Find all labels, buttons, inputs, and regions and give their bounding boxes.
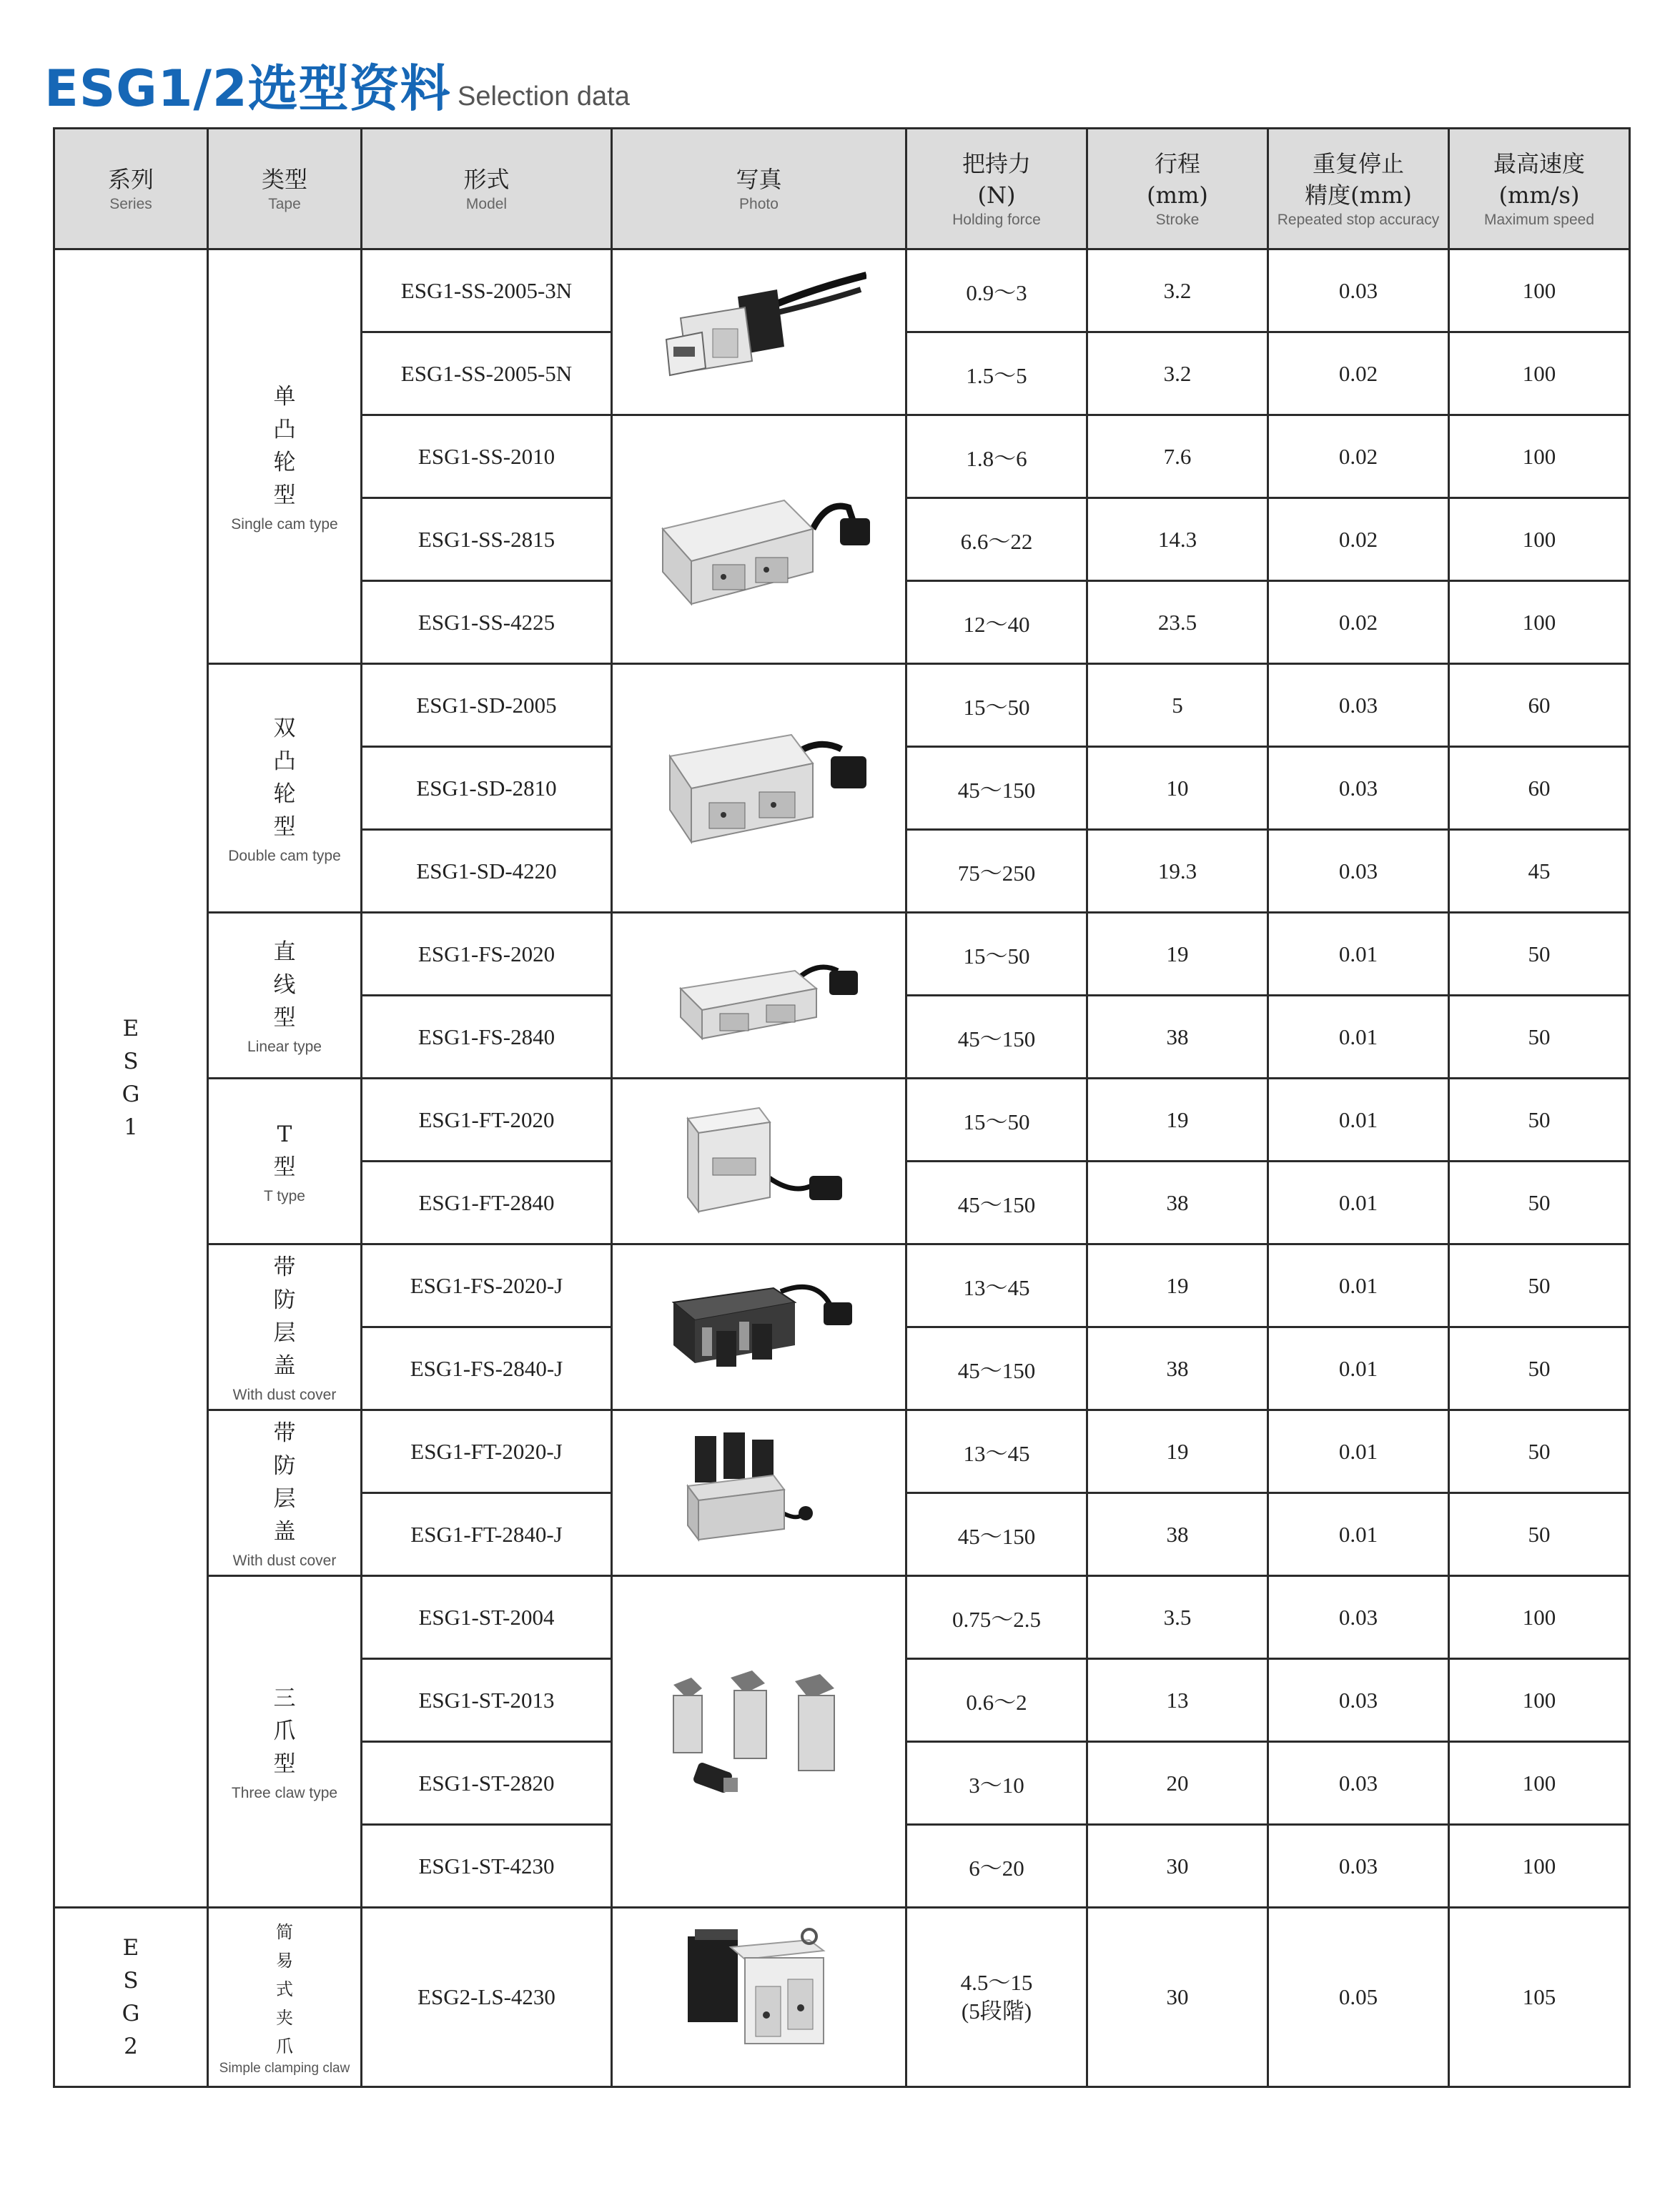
force-cell: 75～250 xyxy=(906,830,1087,913)
accuracy-cell: 0.01 xyxy=(1268,913,1449,996)
accuracy-cell: 0.03 xyxy=(1268,1742,1449,1825)
accuracy-cell: 0.01 xyxy=(1268,996,1449,1079)
product-photo xyxy=(666,1915,852,2079)
speed-cell: 100 xyxy=(1449,415,1630,498)
force-cell: 15～50 xyxy=(906,664,1087,747)
table-row xyxy=(54,1576,1630,1659)
stroke-cell: 19 xyxy=(1087,1079,1268,1162)
photo-cell xyxy=(612,913,906,1079)
speed-cell: 100 xyxy=(1449,581,1630,664)
speed-cell: 60 xyxy=(1449,747,1630,830)
photo-cell xyxy=(612,1576,906,1908)
accuracy-cell: 0.02 xyxy=(1268,415,1449,498)
stroke-cell: 38 xyxy=(1087,1162,1268,1244)
model-cell: ESG1-FT-2840 xyxy=(362,1162,612,1244)
product-photo xyxy=(652,1090,866,1233)
product-photo xyxy=(652,939,866,1053)
photo-cell xyxy=(612,1079,906,1244)
accuracy-cell: 0.01 xyxy=(1268,1327,1449,1410)
model-cell: ESG2-LS-4230 xyxy=(362,1908,612,2087)
model-cell: ESG1-FT-2840-J xyxy=(362,1493,612,1576)
force-cell: 0.6～2 xyxy=(906,1659,1087,1742)
force-cell: 13～45 xyxy=(906,1410,1087,1493)
accuracy-cell: 0.01 xyxy=(1268,1244,1449,1327)
speed-cell: 100 xyxy=(1449,1742,1630,1825)
series-cell-esg2: ESG2 xyxy=(54,1908,208,2087)
accuracy-cell: 0.01 xyxy=(1268,1410,1449,1493)
stroke-cell: 23.5 xyxy=(1087,581,1268,664)
header-photo: 写真 Photo xyxy=(612,129,906,249)
model-cell: ESG1-FS-2840 xyxy=(362,996,612,1079)
model-cell: ESG1-ST-2013 xyxy=(362,1659,612,1742)
accuracy-cell: 0.01 xyxy=(1268,1493,1449,1576)
model-cell: ESG1-FS-2020 xyxy=(362,913,612,996)
speed-cell: 60 xyxy=(1449,664,1630,747)
stroke-cell: 14.3 xyxy=(1087,498,1268,581)
force-cell: 45～150 xyxy=(906,1493,1087,1576)
force-cell: 13～45 xyxy=(906,1244,1087,1327)
header-model: 形式 Model xyxy=(362,129,612,249)
type-cell: 三爪型 Three claw type xyxy=(208,1576,362,1908)
model-cell: ESG1-SS-2010 xyxy=(362,415,612,498)
speed-cell: 105 xyxy=(1449,1908,1630,2087)
photo-cell xyxy=(612,1410,906,1576)
accuracy-cell: 0.03 xyxy=(1268,664,1449,747)
table-row xyxy=(54,1244,1630,1327)
accuracy-cell: 0.05 xyxy=(1268,1908,1449,2087)
stroke-cell: 3.5 xyxy=(1087,1576,1268,1659)
model-cell: ESG1-SD-4220 xyxy=(362,830,612,913)
model-cell: ESG1-FS-2020-J xyxy=(362,1244,612,1327)
force-cell: 45～150 xyxy=(906,1162,1087,1244)
speed-cell: 50 xyxy=(1449,996,1630,1079)
stroke-cell: 19 xyxy=(1087,913,1268,996)
speed-cell: 100 xyxy=(1449,249,1630,332)
table-row xyxy=(54,1410,1630,1493)
header-holding-force: 把持力 (N) Holding force xyxy=(906,129,1087,249)
stroke-cell: 30 xyxy=(1087,1825,1268,1908)
stroke-cell: 5 xyxy=(1087,664,1268,747)
force-cell: 0.75～2.5 xyxy=(906,1576,1087,1659)
speed-cell: 50 xyxy=(1449,1493,1630,1576)
type-cell: 简易式夹爪 Simple clamping claw xyxy=(208,1908,362,2087)
product-photo xyxy=(652,261,866,404)
stroke-cell: 38 xyxy=(1087,1493,1268,1576)
model-cell: ESG1-SS-2815 xyxy=(362,498,612,581)
model-cell: ESG1-FT-2020-J xyxy=(362,1410,612,1493)
speed-cell: 50 xyxy=(1449,913,1630,996)
table-row xyxy=(54,664,1630,747)
speed-cell: 50 xyxy=(1449,1079,1630,1162)
stroke-cell: 20 xyxy=(1087,1742,1268,1825)
force-cell: 15～50 xyxy=(906,1079,1087,1162)
accuracy-cell: 0.02 xyxy=(1268,581,1449,664)
model-cell: ESG1-FT-2020 xyxy=(362,1079,612,1162)
table-row xyxy=(54,1079,1630,1162)
force-cell: 3～10 xyxy=(906,1742,1087,1825)
product-photo xyxy=(652,1422,866,1565)
model-cell: ESG1-SD-2810 xyxy=(362,747,612,830)
model-cell: ESG1-SD-2005 xyxy=(362,664,612,747)
accuracy-cell: 0.03 xyxy=(1268,830,1449,913)
type-cell: T型 T type xyxy=(208,1079,362,1244)
product-photo xyxy=(641,699,877,878)
title-main: ESG1/2选型资料 xyxy=(44,59,451,118)
photo-cell xyxy=(612,664,906,913)
stroke-cell: 3.2 xyxy=(1087,332,1268,415)
stroke-cell: 19 xyxy=(1087,1244,1268,1327)
model-cell: ESG1-SS-4225 xyxy=(362,581,612,664)
product-photo xyxy=(645,1656,874,1828)
header-row xyxy=(54,129,1630,249)
stroke-cell: 38 xyxy=(1087,1327,1268,1410)
photo-cell xyxy=(612,1908,906,2087)
stroke-cell: 7.6 xyxy=(1087,415,1268,498)
table-row xyxy=(54,249,1630,332)
force-cell: 45～150 xyxy=(906,747,1087,830)
accuracy-cell: 0.02 xyxy=(1268,332,1449,415)
speed-cell: 100 xyxy=(1449,332,1630,415)
table-row xyxy=(54,913,1630,996)
accuracy-cell: 0.03 xyxy=(1268,249,1449,332)
type-cell: 带防层盖 With dust cover xyxy=(208,1410,362,1576)
table-row xyxy=(54,1908,1630,2087)
speed-cell: 50 xyxy=(1449,1410,1630,1493)
stroke-cell: 30 xyxy=(1087,1908,1268,2087)
force-cell: 45～150 xyxy=(906,1327,1087,1410)
title-sub: Selection data xyxy=(458,81,630,112)
accuracy-cell: 0.03 xyxy=(1268,747,1449,830)
model-cell: ESG1-FS-2840-J xyxy=(362,1327,612,1410)
header-accuracy: 重复停止 精度(mm) Repeated stop accuracy xyxy=(1268,129,1449,249)
model-cell: ESG1-SS-2005-3N xyxy=(362,249,612,332)
force-cell: 6～20 xyxy=(906,1825,1087,1908)
accuracy-cell: 0.02 xyxy=(1268,498,1449,581)
type-cell: 单凸轮型 Single cam type xyxy=(208,249,362,664)
photo-cell xyxy=(612,1244,906,1410)
photo-cell xyxy=(612,249,906,415)
model-cell: ESG1-ST-2004 xyxy=(362,1576,612,1659)
type-cell: 双凸轮型 Double cam type xyxy=(208,664,362,913)
stroke-cell: 19.3 xyxy=(1087,830,1268,913)
type-cell: 直线型 Linear type xyxy=(208,913,362,1079)
force-cell: 1.5～5 xyxy=(906,332,1087,415)
model-cell: ESG1-ST-4230 xyxy=(362,1825,612,1908)
force-cell: 1.8～6 xyxy=(906,415,1087,498)
force-cell: 12～40 xyxy=(906,581,1087,664)
stroke-cell: 13 xyxy=(1087,1659,1268,1742)
speed-cell: 50 xyxy=(1449,1162,1630,1244)
stroke-cell: 3.2 xyxy=(1087,249,1268,332)
accuracy-cell: 0.03 xyxy=(1268,1825,1449,1908)
stroke-cell: 38 xyxy=(1087,996,1268,1079)
force-cell: 0.9～3 xyxy=(906,249,1087,332)
stroke-cell: 19 xyxy=(1087,1410,1268,1493)
force-cell: 45～150 xyxy=(906,996,1087,1079)
header-series: 系列 Series xyxy=(54,129,208,249)
header-stroke: 行程 (mm) Stroke xyxy=(1087,129,1268,249)
stroke-cell: 10 xyxy=(1087,747,1268,830)
type-cell: 带防层盖 With dust cover xyxy=(208,1244,362,1410)
model-cell: ESG1-ST-2820 xyxy=(362,1742,612,1825)
speed-cell: 100 xyxy=(1449,498,1630,581)
product-photo xyxy=(652,1263,866,1392)
force-cell: 15～50 xyxy=(906,913,1087,996)
speed-cell: 50 xyxy=(1449,1327,1630,1410)
speed-cell: 45 xyxy=(1449,830,1630,913)
model-cell: ESG1-SS-2005-5N xyxy=(362,332,612,415)
force-cell: 6.6～22 xyxy=(906,498,1087,581)
speed-cell: 50 xyxy=(1449,1244,1630,1327)
header-type: 类型 Tape xyxy=(208,129,362,249)
force-cell: 4.5～15 (5段階) xyxy=(906,1908,1087,2087)
photo-cell xyxy=(612,415,906,664)
speed-cell: 100 xyxy=(1449,1825,1630,1908)
product-photo xyxy=(641,450,877,629)
accuracy-cell: 0.01 xyxy=(1268,1162,1449,1244)
header-max-speed: 最高速度 (mm/s) Maximum speed xyxy=(1449,129,1630,249)
speed-cell: 100 xyxy=(1449,1576,1630,1659)
accuracy-cell: 0.03 xyxy=(1268,1659,1449,1742)
speed-cell: 100 xyxy=(1449,1659,1630,1742)
accuracy-cell: 0.03 xyxy=(1268,1576,1449,1659)
accuracy-cell: 0.01 xyxy=(1268,1079,1449,1162)
selection-table xyxy=(53,127,1631,2088)
series-cell-esg1: ESG1 xyxy=(54,249,208,1908)
